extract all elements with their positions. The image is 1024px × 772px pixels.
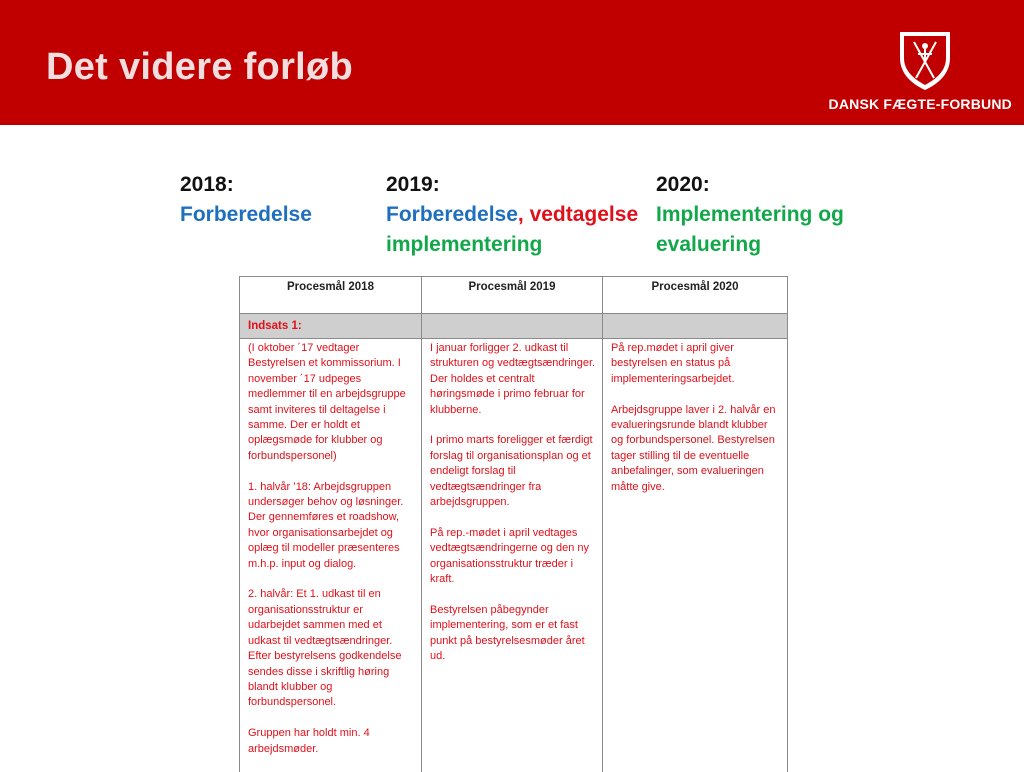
table-row — [240, 339, 788, 772]
header-2018: Procesmål 2018 — [240, 277, 422, 314]
phase-2019-prep: Forberedelse — [386, 203, 518, 226]
phase-2019-sep: , — [518, 203, 530, 226]
timeline-2018 — [180, 170, 312, 230]
paragraph: (I oktober ´17 vedtager Bestyrelsen et kommissorium. I november ´17 udpeges medlemmer til en arbejdsgruppe samt inviteres til deltagelse i samme. Der er holdt et oplægsmøde for klubber og forbundspersonel) — [248, 341, 415, 464]
paragraph: 1. halvår ’18: Arbejdsgruppen undersøger behov og løsninger. Der gennemføres et roadshow, hvor organisationsarbejdet og oplæg til modeller præsenteres m.h.p. input og dialog. — [248, 480, 415, 572]
band-label: Indsats 1: — [240, 314, 422, 339]
phase-2020-line2: evaluering — [656, 233, 761, 256]
paragraph: I januar forligger 2. udkast til strukturen og vedtægtsændringer. Der holdes et centralt høringsmøde i primo februar for klubberne. — [430, 341, 596, 418]
cell-2020 — [603, 339, 788, 772]
phase-2018: Forberedelse — [180, 203, 312, 226]
year-label-2020: 2020: — [656, 170, 844, 200]
process-goals-table — [239, 276, 788, 772]
header-2020: Procesmål 2020 — [603, 277, 788, 314]
cell-2019 — [422, 339, 603, 772]
paragraph: Gruppen har holdt min. 4 arbejdsmøder. — [248, 726, 415, 757]
slide-title: Det videre forløb — [46, 46, 353, 89]
timeline-2020 — [656, 170, 844, 260]
phase-2020-line1: Implementering og — [656, 203, 844, 226]
table-band-row — [240, 314, 788, 339]
band-cell-empty — [422, 314, 603, 339]
paragraph: På rep.mødet i april giver bestyrelsen en status på implementeringsarbejdet. — [611, 341, 781, 387]
federation-logo — [880, 28, 1010, 118]
paragraph: På rep.-mødet i april vedtages vedtægtsændringerne og den ny organisationsstruktur træder i kraft. — [430, 526, 596, 588]
header-2019: Procesmål 2019 — [422, 277, 603, 314]
logo-text: DANSK FÆGTE-FORBUND — [822, 96, 1012, 112]
paragraph: Arbejdsgruppe laver i 2. halvår en evalueringsrunde blandt klubber og forbundspersonel. Bestyrelsen tager stilling til de eventuelle anbefalinger, som evalueringen måtte give. — [611, 403, 781, 495]
timeline-2019 — [386, 170, 638, 260]
fencing-shield-icon — [894, 28, 956, 92]
slide-header — [0, 0, 1024, 125]
cell-2018 — [240, 339, 422, 772]
paragraph: I primo marts foreligger et færdigt forslag til organisationsplan og et endeligt forslag til vedtægtsændringer fra arbejdsgruppen. — [430, 433, 596, 510]
band-cell-empty — [603, 314, 788, 339]
phase-2019-adopt: vedtagelse — [530, 203, 639, 226]
year-label-2019: 2019: — [386, 170, 638, 200]
year-label-2018: 2018: — [180, 170, 312, 200]
paragraph: Bestyrelsen påbegynder implementering, som er et fast punkt på bestyrelsesmøder året ud. — [430, 603, 596, 665]
table-header-row — [240, 277, 788, 314]
phase-2019-impl: implementering — [386, 233, 542, 256]
paragraph: 2. halvår: Et 1. udkast til en organisationsstruktur er udarbejdet sammen med et udkast til vedtægtsændringer. Efter bestyrelsens godkendelse sendes disse i skriftlig høring blandt klubber og forbundspersonel. — [248, 587, 415, 710]
